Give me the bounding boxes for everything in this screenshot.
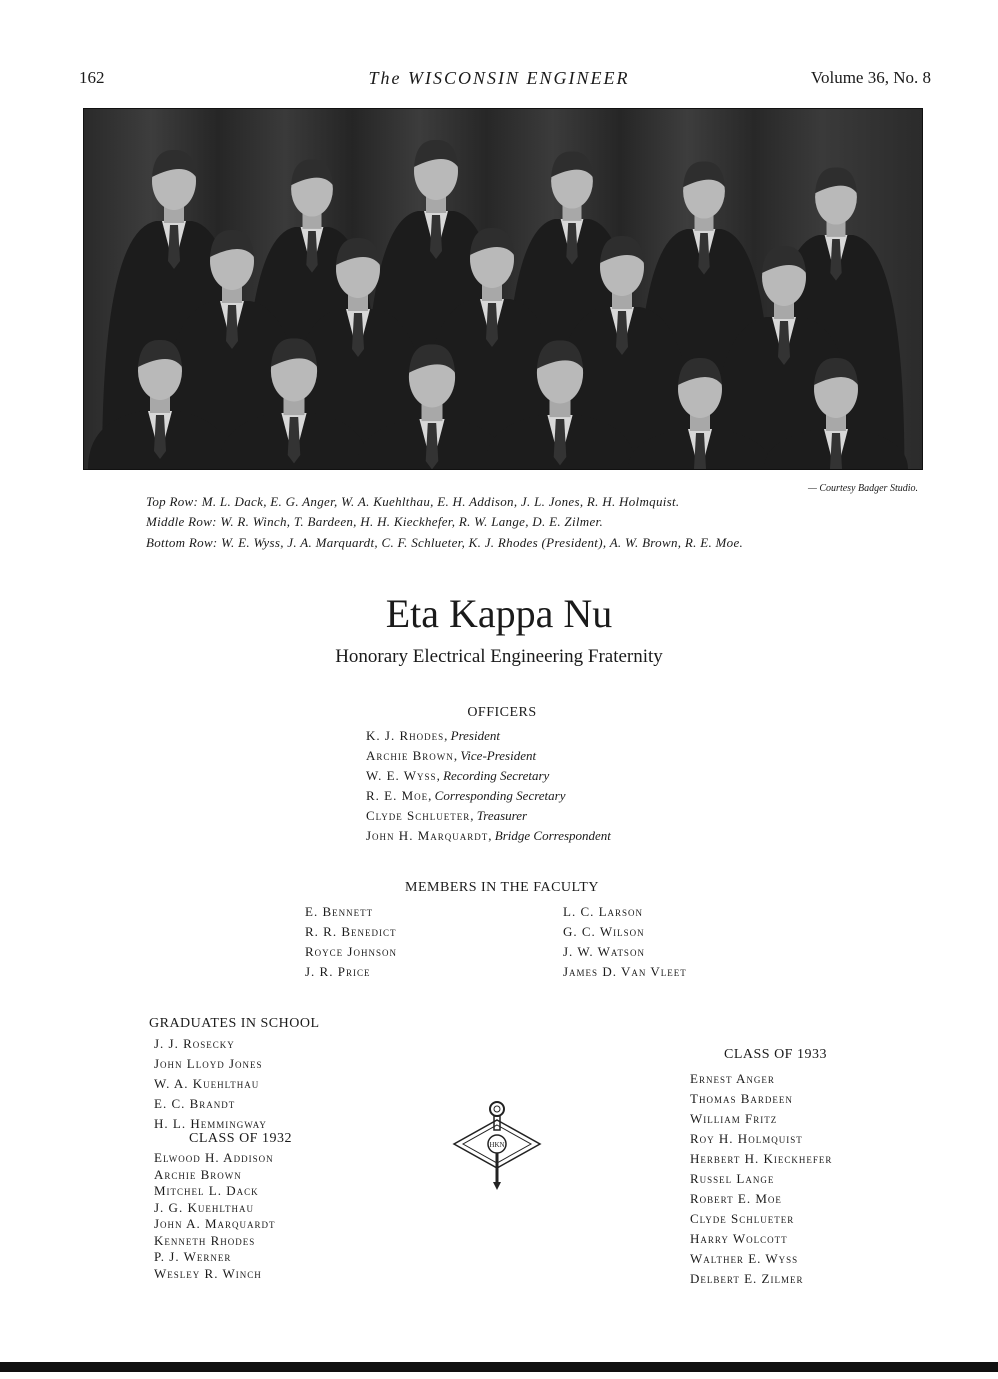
tie-shape	[830, 239, 841, 281]
caption-names: W. R. Winch, T. Bardeen, H. H. Kieckhefer, R. W. Lange, D. E. Zilmer.	[220, 514, 604, 529]
list-item: L. C. Larson	[563, 904, 644, 919]
caption-bottom-row	[146, 535, 743, 551]
list-item: William Fritz	[690, 1111, 778, 1126]
list-item: Walther E. Wyss	[690, 1251, 799, 1266]
caption-label: Middle Row:	[146, 514, 217, 529]
list-item: Wesley R. Winch	[154, 1265, 262, 1281]
tie-shape	[778, 321, 790, 365]
list-item: John A. Marquardt	[154, 1216, 276, 1231]
list-item: G. C. Wilson	[563, 924, 645, 939]
list-item: Roy H. Holmquist	[690, 1131, 803, 1146]
officer-role: Corresponding Secretary	[434, 788, 566, 803]
list-item: Kenneth Rhodes	[154, 1232, 256, 1248]
caption-names: W. E. Wyss, J. A. Marquardt, C. F. Schlueter, K. J. Rhodes (President), A. W. Brown, R. E. Moe.	[221, 535, 744, 550]
list-item: John Lloyd Jones	[154, 1056, 263, 1071]
officer-role: Bridge Correspondent	[494, 828, 611, 843]
officer-name: K. J. Rhodes	[366, 728, 445, 743]
list-item: E. Bennett	[305, 904, 374, 919]
tie-shape	[616, 311, 628, 355]
hkn-emblem-icon	[452, 1098, 542, 1192]
officers-list	[366, 726, 611, 846]
graduates-list	[154, 1034, 267, 1134]
list-item: Harry Wolcott	[690, 1231, 788, 1246]
list-item: H. L. Hemmingway	[154, 1116, 267, 1131]
officer-entry: John H. Marquardt, Bridge Correspondent	[366, 828, 611, 843]
officer-role: Vice-President	[460, 748, 537, 763]
officer-entry: K. J. Rhodes, President	[366, 728, 500, 743]
officer-name: Clyde Schlueter	[366, 808, 471, 823]
faculty-heading: MEMBERS IN THE FACULTY	[405, 880, 599, 895]
group-photo	[83, 108, 923, 470]
list-item: Thomas Bardeen	[690, 1091, 793, 1106]
photo-credit: — Courtesy Badger Studio.	[808, 483, 918, 494]
list-item: Mitchel L. Dack	[154, 1183, 259, 1198]
faculty-list-left	[305, 902, 397, 982]
caption-label: Top Row:	[146, 494, 199, 509]
tie-shape	[486, 303, 498, 347]
officer-name: John H. Marquardt	[366, 828, 489, 843]
faculty-list-right	[563, 902, 687, 982]
tie-shape	[426, 423, 439, 469]
officer-name: Archie Brown	[366, 748, 454, 763]
page-bottom-edge	[0, 1362, 998, 1372]
tie-shape	[168, 225, 180, 269]
page-number: 162	[79, 68, 105, 87]
officer-name: W. E. Wyss	[366, 768, 437, 783]
list-item: W. A. Kuehlthau	[154, 1076, 260, 1091]
group-photo-figures	[84, 109, 922, 469]
class-1932-heading: CLASS OF 1932	[189, 1131, 292, 1146]
list-item: Royce Johnson	[305, 944, 397, 959]
tie-shape	[566, 223, 577, 265]
list-item: R. R. Benedict	[305, 924, 397, 939]
list-item: E. C. Brandt	[154, 1096, 236, 1111]
officer-entry: W. E. Wyss, Recording Secretary	[366, 768, 550, 783]
list-item: Russel Lange	[690, 1171, 775, 1186]
journal-title: The WISCONSIN ENGINEER	[368, 68, 630, 88]
list-item: J. G. Kuehlthau	[154, 1199, 254, 1215]
list-item: J. J. Rosecky	[154, 1036, 235, 1051]
list-item: James D. Van Vleet	[563, 964, 687, 979]
tie-shape	[154, 415, 166, 459]
officer-entry: Clyde Schlueter, Treasurer	[366, 808, 528, 823]
list-item: Herbert H. Kieckhefer	[690, 1151, 833, 1166]
caption-middle-row	[146, 514, 603, 530]
list-item: Ernest Anger	[690, 1071, 775, 1086]
list-item: J. R. Price	[305, 964, 371, 979]
emblem-letters: HKN	[489, 1141, 505, 1149]
caption-label: Bottom Row:	[146, 535, 218, 550]
tie-shape	[306, 231, 317, 273]
page-title: Eta Kappa Nu	[385, 591, 613, 636]
officer-role: President	[450, 728, 500, 743]
list-item: J. W. Watson	[563, 944, 645, 959]
officer-entry: R. E. Moe, Corresponding Secretary	[366, 788, 566, 803]
class-1932-list	[154, 1150, 276, 1282]
tie-shape	[226, 305, 238, 349]
officer-role: Recording Secretary	[443, 768, 550, 783]
officers-heading: OFFICERS	[467, 705, 537, 720]
officer-role: Treasurer	[476, 808, 528, 823]
officer-entry: Archie Brown, Vice-President	[366, 748, 537, 763]
tie-shape	[698, 233, 709, 275]
officer-name: R. E. Moe	[366, 788, 429, 803]
list-item: Clyde Schlueter	[690, 1211, 795, 1226]
list-item: Robert E. Moe	[690, 1191, 782, 1206]
caption-names: M. L. Dack, E. G. Anger, W. A. Kuehlthau, E. H. Addison, J. L. Jones, R. H. Holmquist.	[201, 494, 680, 509]
list-item: Elwood H. Addison	[154, 1150, 274, 1165]
volume-issue: Volume 36, No. 8	[810, 68, 931, 87]
page-subtitle: Honorary Electrical Engineering Fraternity	[335, 646, 663, 667]
class-1933-heading: CLASS OF 1933	[724, 1047, 827, 1062]
tie-shape	[830, 433, 842, 469]
list-item: Archie Brown	[154, 1166, 242, 1182]
tie-shape	[288, 417, 301, 463]
class-1933-list	[690, 1069, 832, 1289]
tie-shape	[694, 433, 706, 469]
graduates-heading: GRADUATES IN SCHOOL	[149, 1016, 320, 1031]
tie-shape	[430, 215, 442, 259]
tie-shape	[554, 419, 567, 465]
list-item: P. J. Werner	[154, 1249, 232, 1264]
caption-top-row	[146, 494, 679, 510]
tie-shape	[352, 313, 364, 357]
list-item: Delbert E. Zilmer	[690, 1271, 804, 1286]
